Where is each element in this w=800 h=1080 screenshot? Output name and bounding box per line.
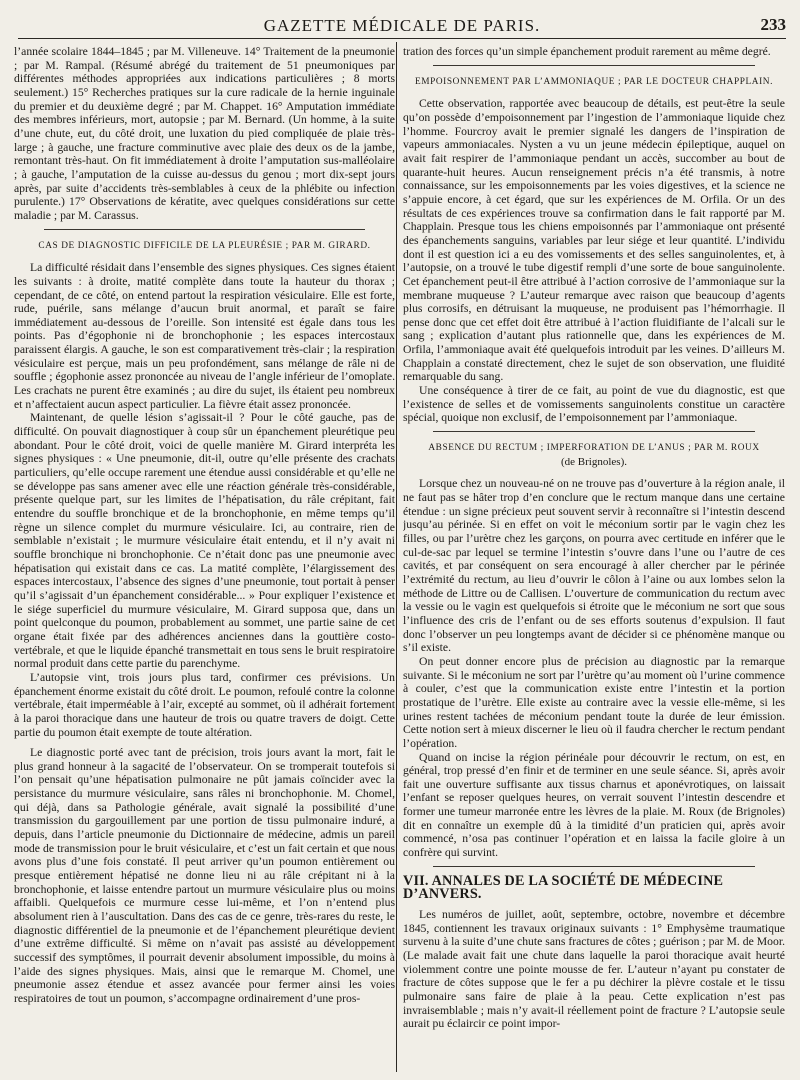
paragraph: l’année scolaire 1844–1845 ; par M. Villeneuve. 14° Traitement de la pneumonie ; par M. Rampal. (Résumé abrégé du traitement de 51 pneumoniques par différentes méthodes appropriées aux indications particulières ; 8 morts seulement.) 15° Recherches pratiques sur la cure radicale de la hernie inguinale du premier et du deuxième degré ; par M. Chappet. 16° Amputation immédiate des membres inférieurs, mort, autopsie ; par M. Bernard. (Un homme, à la suite d’une chute, eut, du côté droit, une luxation du pied compliquée de plaie très-large ; à gauche, une fracture comminutive avec plaie des deux os de la jambe, remontant très-haut. On fit immédiatement à droite l’amputation sus-malléolaire ; à gauche, l’amputation de la cuisse au-dessus du genou ; mort dix-sept jours après, par suite d’accidents très-semblables à ceux de la phlébite ou infection purulente.) 17° Observations de kératite, avec quelques considérations sur cette maladie ; par M. Carassus. [14, 45, 395, 222]
paragraph: Le diagnostic porté avec tant de précision, trois jours avant la mort, fait le plus grand honneur à la sagacité de l’observateur. On se tromperait toutefois si l’on pensait qu’une hépatisation pulmonaire ne pût jamais coïncider avec la persistance du murmure vésiculaire, sans râles ni bronchophonie. M. Chomel, qui déjà, dans sa Pathologie générale, avait signalé la possibilité d’une transmission du gargouillement par une portion de tissu pulmonaire induré, a depuis, dans l’article pneumonie du Dictionnaire de médecine, admis un pareil mode de transmission pour le bruit vésiculaire, et c’est un fait certain et que nous avons plus d’une fois constaté. Il peut arriver qu’un poumon entièrement ou presque entièrement hépatisé ne donne lieu ni au râle crépitant ni à la bronchophonie, et laisse entendre partout un murmure vésiculaire plus ou moins affaibli. Quelquefois ce murmure cesse lui-même, et l’on n’entend plus absolument rien à l’auscultation. Dans des cas de ce genre, très-rares du reste, le diagnostic différentiel de la pneumonie et de l’épanchement pleurétique devient d’une extrême difficulté. Si même on n’avait pas assisté au développement successif des symptômes, il pourrait devenir absolument impossible, du moins à l’aide des signes physiques. Mais, ainsi que le remarque M. Chomel, une pneumonie assez étendue et assez avancée pour fermer ainsi les voies respiratoires de tout un poumon, s’accompagne ordinairement d’une pros- [14, 746, 395, 1005]
paragraph: tration des forces qu’un simple épanchement produit rarement au même degré. [403, 45, 771, 58]
paragraph: On peut donner encore plus de précision au diagnostic par la remarque suivante. Si le méconium ne sort par l’urètre qu’au moment où l’urine commence à couler, c’est que la communication existe entre l’intestin et la portion prostatique de l’urètre. Elle existe au contraire avec la vessie elle-même, si les urines restent tachées de méconium pendant toute la durée de leur émission. Cette notion sert à mieux discerner le lieu où il faudra chercher le rectum pendant l’opération. [403, 654, 785, 750]
paragraph: Maintenant, de quelle lésion s’agissait-il ? Pour le côté gauche, pas de difficulté. On pouvait diagnostiquer à coup sûr un épanchement pleurétique peu abondant. Pour le côté droit, voici de quelle manière M. Girard interpréta les signes physiques : « Une pneumonie, dit-il, outre qu’elle présente des crachats particuliers, qu’elle occupe rarement une étendue aussi considérable et qu’elle ne se développe pas sans amener avec elle une réaction générale très-considérable, présente quelque part, sur les limites de l’hépatisation, du râle crépitant, fait entendre du souffle bronchique et de la bronchophonie, en même temps qu’il règne un silence complet du murmure vésiculaire. Ici, au contraire, rien de semblable n’existait ; le murmure vésiculaire était entendu, et il n’y avait ni souffle bronchique ni bronchophonie. Ce n’était donc pas une pneumonie avec hépatisation qui existait dans ce cas. La matité complète, l’élargissement des espaces intercostaux, l’absence des signes d’une pneumonie, tout portait à penser qu’il s’agissait d’un épanchement considérable... » Pour expliquer l’existence et le siége superficiel du murmure vésiculaire, M. Girard supposa que, dans un point quelconque du poumon, probablement au sommet, une partie saine de cet organe était fixée par des adhérences anciennes dans la gouttière costo-vertébrale, et que le liquide épanché transmettait en tous sens le bruit respiratoire normal produit dans cette partie du parenchyme. [14, 411, 395, 671]
paragraph: Quand on incise la région périnéale pour découvrir le rectum, on est, en général, trop pressé d’en finir et de terminer en une seule séance. Si, après avoir fait une ouverture suffisante aux tissus charnus et aponévrotiques, on laissait l’enfant se reposer quelques heures, on verrait souvent l’intestin descendre et former une tumeur marronée entre les lèvres de la plaie. M. Roux (de Brignoles) dit en connaître un exemple dû à la timidité d’un praticien qui, après avoir commencé, n’osa pas continuer l’opération et en laissa la facile gloire à un confrère qui survint. [403, 750, 785, 860]
section-heading-subtitle: (de Brignoles). [561, 455, 627, 468]
section-separator [433, 65, 755, 66]
paragraph: L’autopsie vint, trois jours plus tard, confirmer ces prévisions. Un épanchement énorme existait du côté droit. Le poumon, refoulé contre la colonne vertébrale, était imperméable à l’air, excepté au sommet, où il adhérait fortement à la paroi thoracique dans une hauteur de trois ou quatre travers de doigt. Cette partie du poumon était exempte de toute altération. [14, 670, 395, 739]
paragraph: La difficulté résidait dans l’ensemble des signes physiques. Ces signes étaient les suivants : à droite, matité complète dans toute la hauteur du thorax ; cependant, de ce côté, on entend partout la respiration vésiculaire. Elle est forte, rude, puérile, sans mélange d’aucun bruit anormal, et paraît se faire immédiatement au-dessous de l’oreille. Son intensité est égale dans tous les points. Pas d’égophonie ni de bronchophonie ; les espaces intercostaux paraissent élargis. A gauche, le son est comparativement très-clair ; la respiration vésiculaire est perçue, mais un peu profondément, sans mélange de râle ni de souffle ; égophonie assez prononcée au niveau de l’angle inférieur de l’omoplate. Les crachats ne purent être examinés ; au dire du sujet, ils étaient peu nombreux et n’affectaient aucun aspect particulier. La fièvre était assez prononcée. [14, 261, 395, 411]
paragraph: Une conséquence à tirer de ce fait, au point de vue du diagnostic, est que l’existence de selles et de vomissements sanguinolents constitue un caractère spécial, quoique non exclusif, de l’empoisonnement par l’ammoniaque. [403, 384, 785, 425]
paragraph-gap [14, 739, 395, 746]
column-divider [396, 42, 398, 1072]
journal-title: GAZETTE MÉDICALE DE PARIS. [263, 16, 541, 35]
paragraph: Lorsque chez un nouveau-né on ne trouve pas d’ouverture à la région anale, il ne faut pas se hâter trop d’en conclure que le rectum manque dans une certaine étendue : un signe précieux peut souvent servir à reconnaître si l’intestin descend jusqu’au périnée. Si en effet on voit le méconium sortir par le vagin chez les filles, ou par l’urètre chez les garçons, on pourra avec certitude en inférer que le cul-de-sac par lequel se termine l’intestin s’ouvre dans l’une ou l’autre de ces cavités, et par conséquent on sera encouragé à aller chercher par le périnée l’extrémité du rectum, au lieu d’ouvrir le côlon à l’aine ou aux lombes selon la méthode de Littre ou de Callisen. L’ouverture de communication du rectum avec la vessie ou le vagin est quelquefois si étroite que le méconium ne sort que sous l’influence des cris de l’enfant ou de ses efforts soutenus d’expulsion. Il faut donc l’observer un peu longtemps avant de décider si ce phénomène manque ou s’il existe. [403, 477, 785, 655]
section-heading: CAS DE DIAGNOSTIC DIFFICILE DE LA PLEURÉSIE ; PAR M. GIRARD. [38, 240, 371, 251]
section-separator [44, 229, 365, 230]
page-header [18, 14, 786, 39]
section-heading: ABSENCE DU RECTUM ; IMPERFORATION DE L’ANUS ; PAR M. ROUX [428, 443, 760, 454]
paragraph: Cette observation, rapportée avec beaucoup de détails, est peut-être la seule qu’on possède d’empoisonnement par l’ingestion de l’ammoniaque liquide chez l’homme. Fourcroy avait le premier signalé les dangers de l’inspiration de vapeurs ammoniacales. Nysten a vu un jeune médecin épileptique, auquel on avait fait respirer de l’ammoniaque pendant un accès, succomber au bout de quarante-huit heures. Aucun renseignement précis n’a été transmis, à notre connaissance, sur les empoisonnements par les voies digestives, et la science ne s’appuie encore, à cet égard, que sur les expériences de M. Orfila. Or un des résultats de ces expériences trouve sa confirmation dans le fait rapporté par M. Chapplain. Presque tous les chiens empoisonnés par l’ammoniaque ont présenté des épanchements sanguins, variables par leur siége et leur quantité. L’individu dont il est question ici a eu des vomissements et des selles sanguinolentes, et, à l’autopsie, on a trouvé le tube digestif rempli d’une sorte de boue sanguinolente. Cet épanchement peut-il être attribué à l’action corrosive de l’ammoniaque sur la membrane muqueuse ? L’auteur remarque avec raison que beaucoup d’agents plus corrosifs, en détruisant la muqueuse, ne produisent pas l’hémorrhagie. Il pense donc que cet effet doit être attribué à l’action fluidifiante de l’alcali sur le sang ; explication d’autant plus rationnelle que, dans les expériences de M. Orfila, l’ammoniaque avait été quelquefois introduit par les veines. D’ailleurs M. Chapplain a constaté directement, chez le sujet de son observation, une fluidité remarquable du sang. [403, 97, 785, 384]
section-heading-major: VII. ANNALES DE LA SOCIÉTÉ DE MÉDECINE D’ANVERS. [403, 872, 724, 903]
page-number: 233 [760, 15, 786, 34]
section-separator [433, 431, 755, 432]
left-column [14, 45, 395, 1070]
section-separator [433, 866, 755, 867]
right-column [403, 45, 785, 1070]
section-heading: EMPOISONNEMENT PAR L’AMMONIAQUE ; PAR LE DOCTEUR CHAPPLAIN. [414, 76, 774, 87]
paragraph: Les numéros de juillet, août, septembre, octobre, novembre et décembre 1845, contiennent les travaux originaux suivants : 1° Emphysème traumatique survenu à la suite d’une chute sans fractures de côtes ; guérison ; par M. de Moor. (Le malade avait fait une chute dans laquelle la paroi thoracique avait heurté violemment contre une pointe mousse de fer. L’auteur n’ayant pu constater de fracture de côtes suppose que le fer a pu déchirer la plèvre costale et le tissu pulmonaire sans faire de plaie à la peau. Cette explication n’est pas invraisemblable ; mais n’y avait-il réellement point de fracture ? L’autopsie seule aurait pu éclaircir ce point impor- [403, 908, 785, 1031]
